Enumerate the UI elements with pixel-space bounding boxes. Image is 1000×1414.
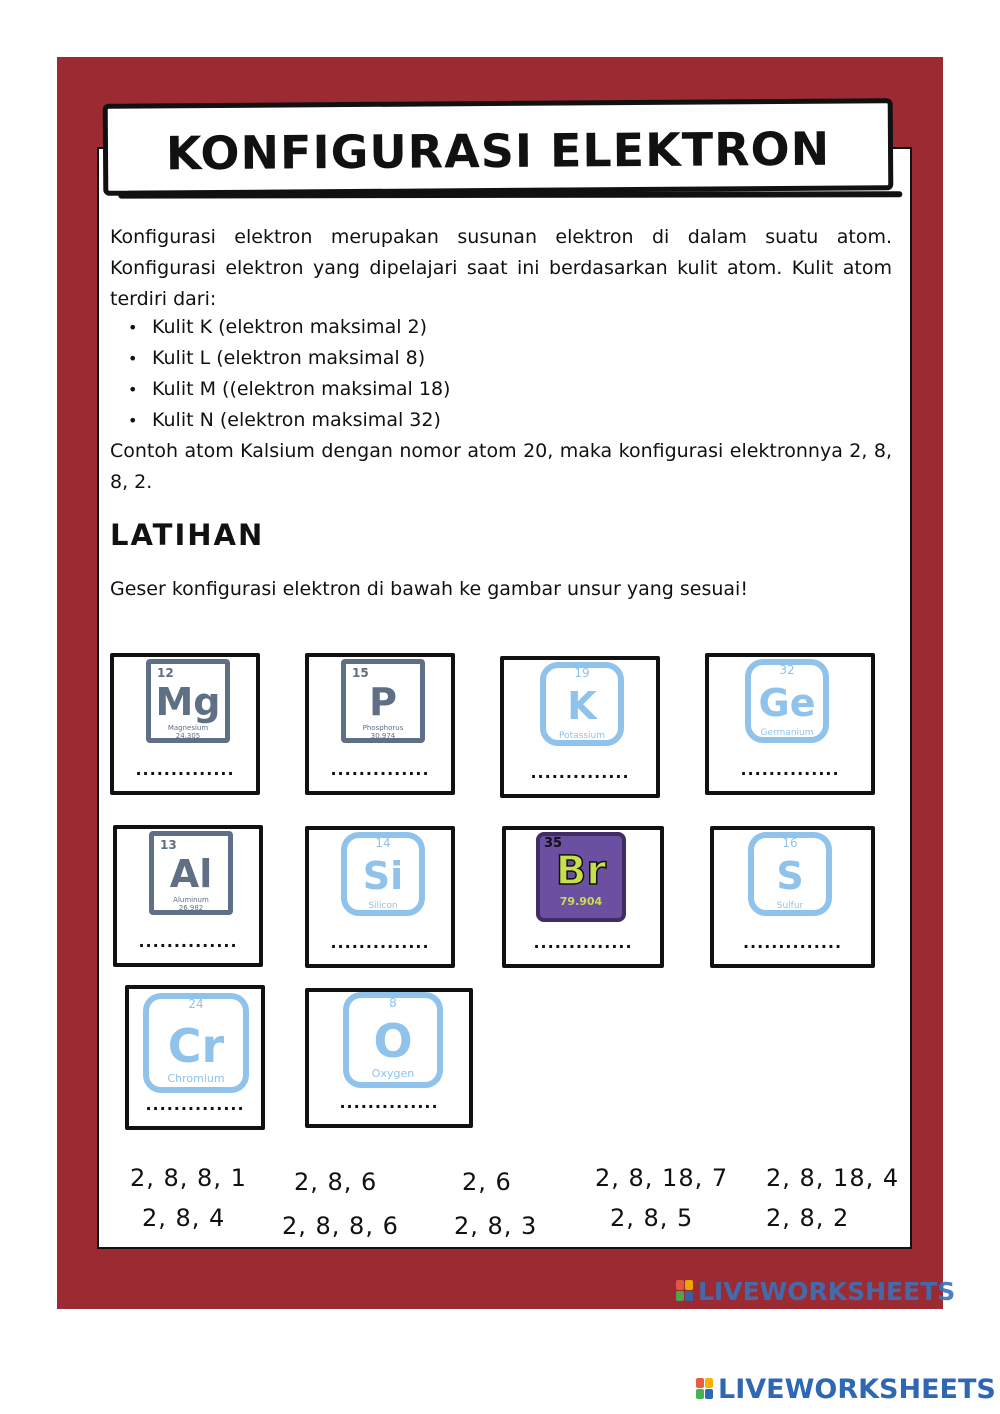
option-chip[interactable]: 2, 8, 18, 7 (595, 1164, 729, 1192)
brand-footer[interactable]: LIVEWORKSHEETS (696, 1374, 996, 1405)
element-card-ge[interactable] (705, 653, 875, 795)
shell-list (128, 312, 450, 436)
shell-item: • Kulit N (elektron maksimal 32) (128, 405, 450, 436)
element-card-br[interactable] (502, 826, 664, 968)
answer-drop-zone[interactable]: .............. (742, 933, 843, 952)
option-chip[interactable]: 2, 8, 5 (610, 1204, 694, 1232)
element-card-si[interactable] (305, 826, 455, 968)
option-chip[interactable]: 2, 8, 18, 4 (766, 1164, 900, 1192)
answer-drop-zone[interactable]: .............. (530, 763, 630, 782)
option-chip[interactable]: 2, 8, 3 (454, 1212, 538, 1240)
element-tile: 13 Al Aluminum 26.982 (149, 831, 233, 915)
answer-drop-zone[interactable]: .............. (533, 933, 633, 952)
element-card-k[interactable] (500, 656, 660, 798)
intro-paragraph: Konfigurasi elektron merupakan susunan elektron di dalam suatu atom. Konfigurasi elektron yang dipelajari saat ini berdasarkan kulit atom. Kulit atom terdiri dari: (110, 226, 892, 310)
shell-item: • Kulit M ((elektron maksimal 18) (128, 374, 450, 405)
answer-drop-zone[interactable]: .............. (330, 933, 430, 952)
answer-drop-zone[interactable]: .............. (138, 932, 238, 951)
element-tile: 35 Br 79.904 (536, 832, 626, 922)
element-card-p[interactable] (305, 653, 455, 795)
element-tile: 19 K Potassium (540, 662, 624, 746)
element-tile: 14 Si Silicon (341, 832, 425, 916)
page-title: KONFIGURASI ELEKTRON (165, 121, 831, 181)
element-tile: 12 Mg Magnesium 24.305 (146, 659, 230, 743)
element-tile: 8 O Oxygen (343, 992, 443, 1088)
element-tile: 24 Cr Chromium (143, 993, 249, 1093)
element-tile: 15 P Phosphorus 30.974 (341, 659, 425, 743)
example-paragraph: Contoh atom Kalsium dengan nomor atom 20, maka konfigurasi elektronnya 2, 8, 8, 2. (110, 440, 892, 493)
answer-drop-zone[interactable]: .............. (135, 760, 235, 779)
element-tile: 32 Ge Germanium (745, 659, 829, 743)
option-chip[interactable]: 2, 8, 6 (294, 1168, 378, 1196)
option-chip[interactable]: 2, 6 (462, 1168, 512, 1196)
brand-logo-icon (696, 1378, 714, 1400)
answer-drop-zone[interactable]: .............. (339, 1093, 439, 1112)
watermark: LIVEWORKSHEETS (676, 1277, 955, 1306)
option-chip[interactable]: 2, 8, 2 (766, 1204, 850, 1232)
instruction-text: Geser konfigurasi elektron di bawah ke gambar unsur yang sesuai! (110, 578, 748, 600)
element-card-mg[interactable] (110, 653, 260, 795)
option-chip[interactable]: 2, 8, 8, 6 (282, 1212, 399, 1240)
brand-logo-icon (676, 1280, 694, 1302)
element-card-cr[interactable] (125, 985, 265, 1130)
element-card-o[interactable] (305, 988, 473, 1128)
answer-drop-zone[interactable]: .............. (740, 760, 840, 779)
answer-drop-zone[interactable]: .............. (145, 1095, 245, 1114)
element-tile: 16 S Sulfur (748, 832, 832, 916)
answer-drop-zone[interactable]: .............. (330, 760, 430, 779)
element-card-s[interactable] (710, 826, 875, 968)
option-chip[interactable]: 2, 8, 8, 1 (130, 1164, 247, 1192)
shell-item: • Kulit K (elektron maksimal 2) (128, 312, 450, 343)
element-card-al[interactable] (113, 825, 263, 967)
title-banner (103, 98, 894, 196)
section-heading: LATIHAN (110, 518, 265, 552)
shell-item: • Kulit L (elektron maksimal 8) (128, 343, 450, 374)
option-chip[interactable]: 2, 8, 4 (142, 1204, 226, 1232)
